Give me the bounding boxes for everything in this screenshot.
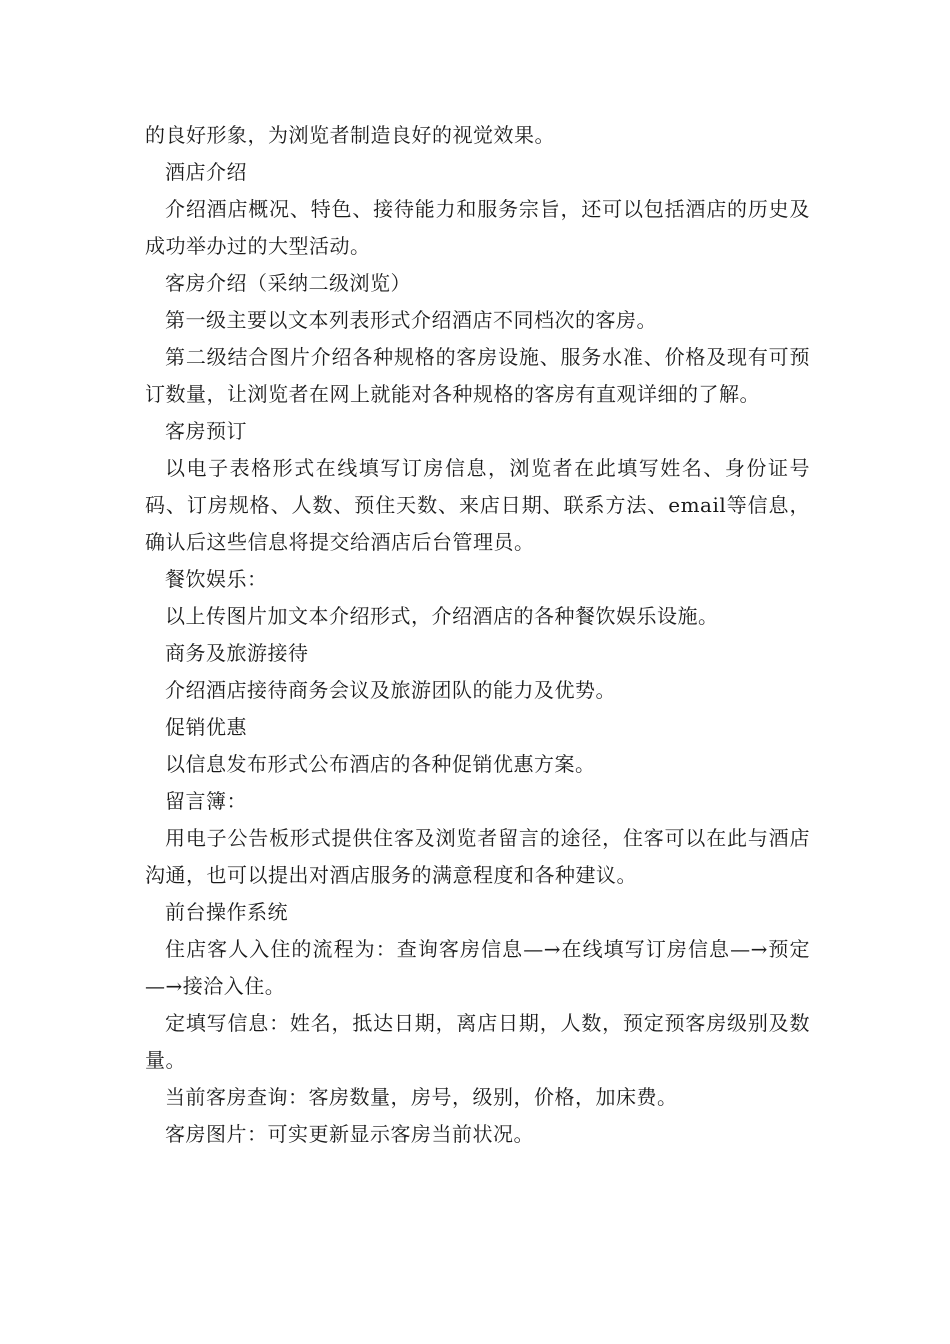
paragraph-room-query: 当前客房查询：客房数量，房号，级别，价格，加床费。: [165, 1085, 678, 1109]
heading-room-intro: 客房介绍（采纳二级浏览）: [165, 271, 411, 295]
paragraph-business-travel: 介绍酒店接待商务会议及旅游团队的能力及优势。: [165, 678, 616, 702]
paragraph-room-images: 客房图片：可实更新显示客房当前状况。: [165, 1122, 534, 1146]
heading-dining: 餐饮娱乐：: [165, 567, 268, 591]
paragraph-room-level-one: 第一级主要以文本列表形式介绍酒店不同档次的客房。: [165, 308, 657, 332]
paragraph-dining: 以上传图片加文本介绍形式，介绍酒店的各种餐饮娱乐设施。: [165, 604, 719, 628]
paragraph-checkin-flow: 住店客人入住的流程为：查询客房信息—→在线填写订房信息—→预定—→接洽入住。: [145, 937, 810, 998]
paragraph-room-level-two: 第二级结合图片介绍各种规格的客房设施、服务水准、价格及现有可预订数量，让浏览者在网上就能对各种规格的客房有直观详细的了解。: [145, 345, 810, 406]
paragraph-continuation: 的良好形象，为浏览者制造良好的视觉效果。: [145, 123, 555, 147]
heading-business-travel: 商务及旅游接待: [165, 641, 309, 665]
paragraph-hotel-intro: 介绍酒店概况、特色、接待能力和服务宗旨，还可以包括酒店的历史及成功举办过的大型活动。: [145, 197, 810, 258]
heading-promotions: 促销优惠: [165, 715, 247, 739]
heading-front-desk: 前台操作系统: [165, 900, 288, 924]
heading-guestbook: 留言簿：: [165, 789, 247, 813]
heading-room-booking: 客房预订: [165, 419, 247, 443]
paragraph-booking-info: 定填写信息：姓名，抵达日期，离店日期，人数，预定预客房级别及数量。: [145, 1011, 810, 1072]
document-body: [145, 117, 810, 1153]
heading-hotel-intro: 酒店介绍: [165, 160, 247, 184]
paragraph-guestbook: 用电子公告板形式提供住客及浏览者留言的途径，住客可以在此与酒店沟通，也可以提出对酒店服务的满意程度和各种建议。: [145, 826, 810, 887]
paragraph-promotions: 以信息发布形式公布酒店的各种促销优惠方案。: [165, 752, 596, 776]
paragraph-room-booking: 以电子表格形式在线填写订房信息，浏览者在此填写姓名、身份证号码、订房规格、人数、预住天数、来店日期、联系方法、email等信息，确认后这些信息将提交给酒店后台管理员。: [145, 456, 810, 554]
